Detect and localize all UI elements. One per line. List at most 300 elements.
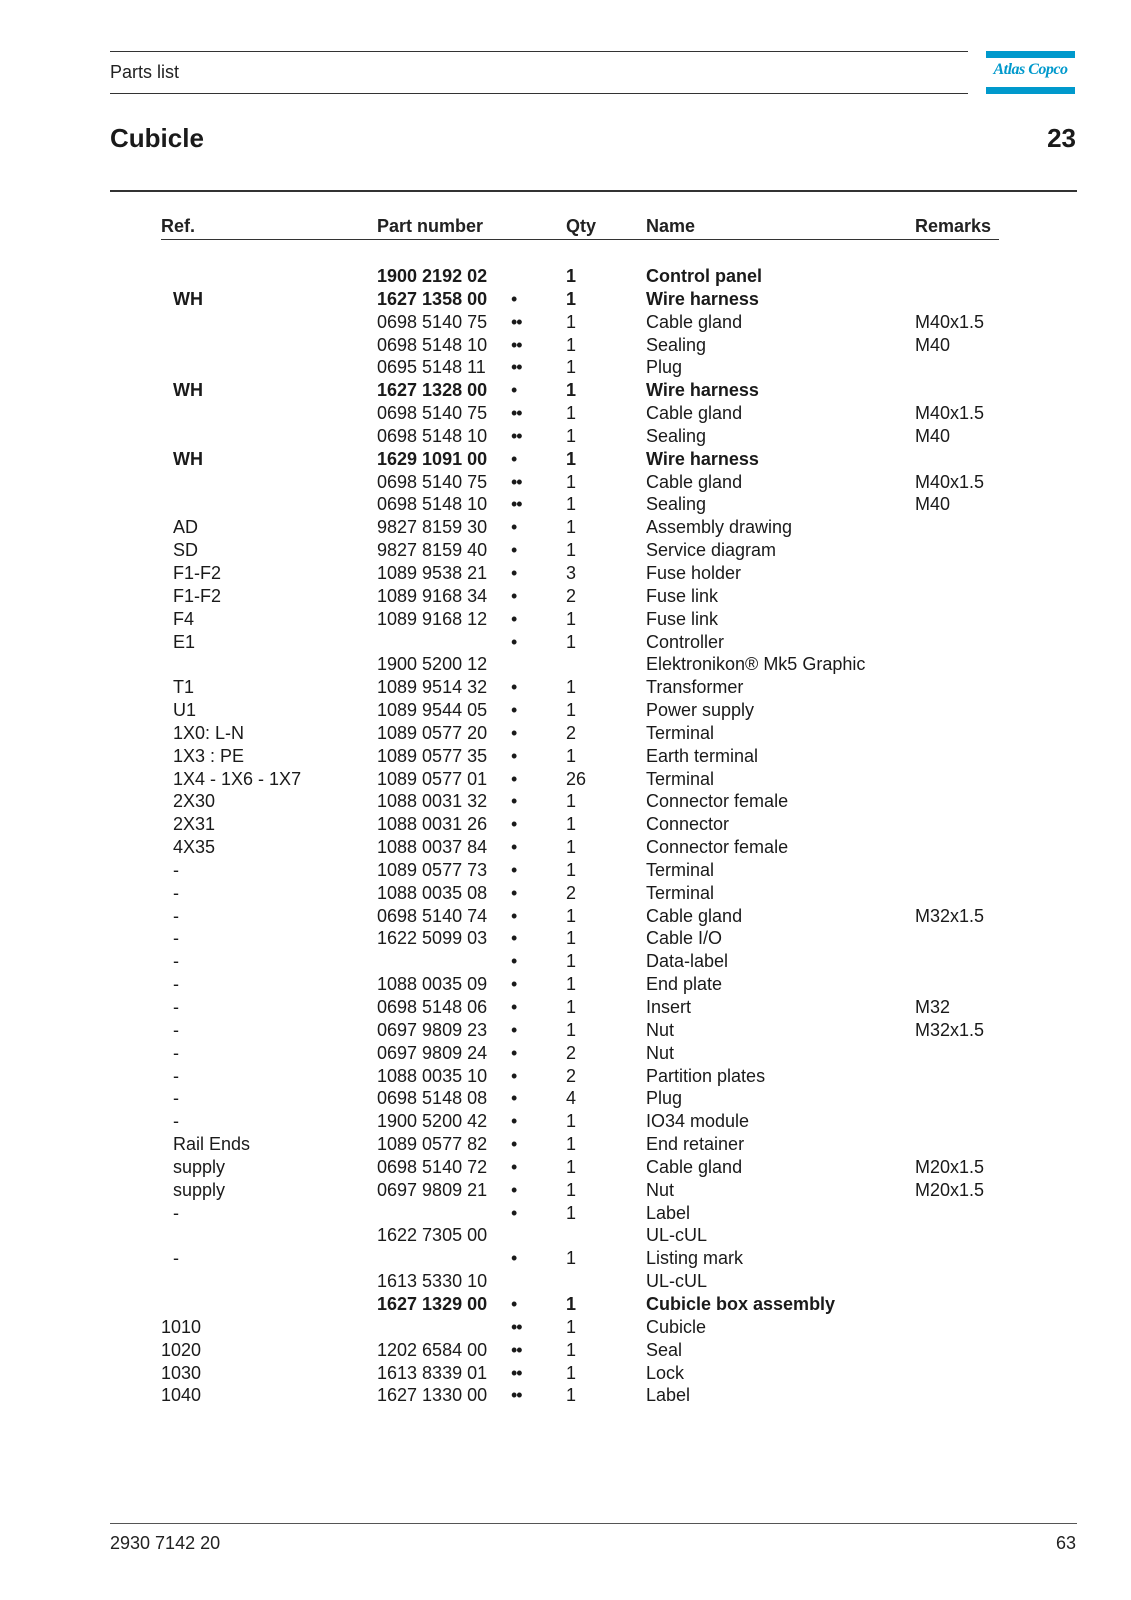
name-cell: Partition plates [646,1065,766,1086]
part-number-cell: 1089 0577 01 [377,768,488,789]
level-indicator: •• [511,311,522,332]
level-indicator: •• [511,1385,522,1406]
table-row [0,836,1131,859]
qty-cell: 1 [566,745,577,766]
name-cell: IO34 module [646,1111,750,1132]
part-number-cell: 1622 7305 00 [377,1225,488,1246]
table-row [0,768,1131,791]
name-cell: Wire harness [646,288,759,309]
level-indicator: • [511,837,517,858]
level-indicator: • [511,997,517,1017]
qty-cell: 1 [566,951,577,972]
column-header-rule [161,239,999,240]
remarks-cell: M40x1.5 [915,311,985,332]
part-number-cell: 1627 1329 00 [377,1293,488,1314]
qty-cell: 1 [566,631,577,652]
part-number-cell: 1622 5099 03 [377,928,488,949]
part-number-cell: 0698 5140 74 [377,905,488,926]
table-row [0,402,1131,425]
name-cell: Label [646,1385,691,1406]
qty-cell: 26 [566,768,587,789]
qty-cell: 1 [566,1202,577,1223]
name-cell: Power supply [646,700,755,721]
ref-cell: 1X0: L-N [173,722,245,743]
part-number-cell: 1089 9538 21 [377,562,488,583]
name-cell: Data-label [646,951,729,972]
qty-cell: 1 [566,928,577,949]
qty-cell: 1 [566,1316,577,1337]
qty-cell: 1 [566,1385,577,1406]
level-indicator: • [511,722,517,743]
name-cell: Lock [646,1362,685,1383]
part-number-cell: 0698 5140 72 [377,1156,488,1177]
qty-cell: 1 [566,311,577,332]
footer-rule [110,1523,1077,1524]
name-cell: Fuse holder [646,562,742,583]
level-indicator: • [511,951,517,972]
level-indicator: •• [511,403,522,424]
table-row [0,539,1131,562]
ref-cell: 1020 [161,1339,202,1360]
part-number-cell: 1900 5200 42 [377,1111,488,1132]
remarks-cell: M32x1.5 [915,905,985,926]
qty-cell: 1 [566,608,577,629]
qty-cell: 3 [566,562,577,583]
part-number-cell: 1088 0031 32 [377,791,488,812]
qty-cell: 1 [566,494,577,515]
ref-cell: 1040 [161,1385,202,1406]
table-row [0,471,1131,494]
part-number-cell: 1613 8339 01 [377,1362,488,1383]
name-cell: Terminal [646,859,715,880]
table-row [0,1362,1131,1385]
table-row [0,265,1131,288]
table-row [0,493,1131,516]
table-row [0,813,1131,836]
level-indicator: •• [511,471,522,492]
part-number-cell: 9827 8159 30 [377,517,488,538]
name-cell: Wire harness [646,448,759,469]
table-row [0,1087,1131,1110]
part-number-cell: 9827 8159 40 [377,540,488,561]
level-indicator: • [511,562,517,583]
part-number-cell: 1627 1328 00 [377,380,488,401]
qty-cell: 2 [566,585,577,606]
qty-cell: 1 [566,974,577,995]
table-row [0,608,1131,631]
table-row [0,356,1131,379]
ref-cell: supply [173,1156,226,1177]
header-rule-bottom [110,93,968,94]
remarks-cell: M32 [915,997,951,1017]
remarks-cell: M40 [915,334,951,355]
ref-cell: U1 [173,700,197,721]
level-indicator: • [511,974,517,995]
qty-cell: 2 [566,1065,577,1086]
header-section-label: Parts list [110,62,180,82]
qty-cell: 1 [566,1111,577,1132]
name-cell: Cubicle box assembly [646,1293,836,1314]
name-cell: Cable gland [646,905,743,926]
qty-cell: 1 [566,540,577,561]
part-number-cell: 1629 1091 00 [377,448,488,469]
ref-cell: - [173,905,179,926]
qty-cell: 1 [566,471,577,492]
qty-cell: 1 [566,1293,577,1314]
column-header-ref: Ref. [161,216,196,236]
level-indicator: • [511,768,517,789]
qty-cell: 1 [566,905,577,926]
ref-cell: - [173,1248,179,1269]
name-cell: Cable gland [646,403,743,424]
column-header-part-number: Part number [377,216,484,236]
name-cell: UL-cUL [646,1225,708,1246]
document-number: 2930 7142 20 [110,1533,221,1553]
level-indicator: • [511,1042,517,1063]
level-indicator: • [511,380,517,401]
qty-cell: 1 [566,1362,577,1383]
table-row [0,699,1131,722]
ref-cell: - [173,1019,179,1040]
qty-cell: 1 [566,859,577,880]
level-indicator: • [511,1156,517,1177]
qty-cell: 1 [566,403,577,424]
qty-cell: 1 [566,1156,577,1177]
part-number-cell: 1089 0577 73 [377,859,488,880]
part-number-cell: 1089 0577 35 [377,745,488,766]
table-row [0,334,1131,357]
name-cell: Fuse link [646,608,719,629]
name-cell: Nut [646,1019,675,1040]
name-cell: Wire harness [646,380,759,401]
qty-cell: 1 [566,517,577,538]
remarks-cell: M20x1.5 [915,1156,985,1177]
parts-table [0,265,1131,1407]
remarks-cell: M40 [915,425,951,446]
qty-cell: 4 [566,1088,577,1109]
level-indicator: •• [511,1362,522,1383]
column-header-remarks: Remarks [915,216,992,236]
ref-cell: WH [173,288,203,309]
level-indicator: • [511,540,517,561]
qty-cell: 1 [566,1248,577,1269]
table-row [0,676,1131,699]
table-row [0,516,1131,539]
ref-cell: - [173,951,179,972]
part-number-cell: 1089 0577 20 [377,722,488,743]
table-row [0,1179,1131,1202]
part-number-cell: 0695 5148 11 [377,357,486,378]
part-number-cell: 1088 0035 10 [377,1065,488,1086]
ref-cell: F1-F2 [173,562,222,583]
part-number-cell: 0698 5140 75 [377,403,488,424]
part-number-cell: 1088 0035 08 [377,882,488,903]
table-row [0,448,1131,471]
table-row [0,859,1131,882]
table-row [0,927,1131,950]
name-cell: Cable gland [646,311,743,332]
qty-cell: 1 [566,677,577,698]
ref-cell: 1010 [161,1316,202,1337]
name-cell: Cable I/O [646,928,723,949]
table-row [0,653,1131,676]
ref-cell: - [173,928,179,949]
ref-cell: 4X35 [173,837,216,858]
name-cell: Plug [646,1088,683,1109]
table-row [0,790,1131,813]
level-indicator: • [511,677,517,698]
level-indicator: • [511,791,517,812]
part-number-cell: 1627 1358 00 [377,288,488,309]
part-number-cell: 0697 9809 21 [377,1179,488,1200]
level-indicator: •• [511,1339,522,1360]
table-row [0,1316,1131,1339]
part-number-cell: 1089 9168 34 [377,585,488,606]
level-indicator: • [511,700,517,721]
ref-cell: 1X3 : PE [173,745,245,766]
name-cell: Cable gland [646,471,743,492]
qty-cell: 1 [566,266,577,286]
level-indicator: • [511,585,517,606]
qty-cell: 1 [566,700,577,721]
column-header-name: Name [646,216,696,236]
part-number-cell: 1627 1330 00 [377,1385,488,1406]
ref-cell: 1030 [161,1362,202,1383]
table-row [0,425,1131,448]
level-indicator: •• [511,494,522,515]
header-rule-top [110,51,968,52]
part-number-cell: 1088 0035 09 [377,974,488,995]
table-row [0,722,1131,745]
remarks-cell: M20x1.5 [915,1179,985,1200]
qty-cell: 1 [566,791,577,812]
table-row [0,1065,1131,1088]
name-cell: Sealing [646,425,707,446]
level-indicator: • [511,608,517,629]
level-indicator: • [511,1111,517,1132]
name-cell: Terminal [646,882,715,903]
part-number-cell: 0698 5148 10 [377,425,488,446]
table-row [0,585,1131,608]
ref-cell: - [173,882,179,903]
ref-cell: - [173,974,179,995]
ref-cell: supply [173,1179,226,1200]
part-number-cell: 0698 5148 06 [377,997,488,1017]
qty-cell: 1 [566,288,577,309]
name-cell: Label [646,1202,691,1223]
part-number-cell: 1900 5200 12 [377,654,488,675]
name-cell: Terminal [646,722,715,743]
name-cell: Elektronikon® Mk5 Graphic [646,654,866,675]
column-header-qty: Qty [566,216,597,236]
ref-cell: T1 [173,677,195,698]
table-row [0,882,1131,905]
level-indicator: • [511,745,517,766]
table-row [0,1110,1131,1133]
qty-cell: 2 [566,1042,577,1063]
name-cell: End retainer [646,1134,745,1155]
level-indicator: •• [511,334,522,355]
part-number-cell: 1900 2192 02 [377,266,488,286]
name-cell: Connector female [646,837,789,858]
table-row [0,1042,1131,1065]
name-cell: Seal [646,1339,683,1360]
table-row [0,745,1131,768]
ref-cell: SD [173,540,199,561]
ref-cell: 2X30 [173,791,216,812]
part-number-cell: 1088 0031 26 [377,814,488,835]
qty-cell: 1 [566,425,577,446]
table-row [0,1270,1131,1293]
level-indicator: • [511,1088,517,1109]
ref-cell: F1-F2 [173,585,222,606]
level-indicator: • [511,928,517,949]
level-indicator: • [511,1179,517,1200]
part-number-cell: 1202 6584 00 [377,1339,488,1360]
level-indicator: • [511,1202,517,1223]
part-number-cell: 0697 9809 23 [377,1019,488,1040]
qty-cell: 2 [566,882,577,903]
table-row [0,1133,1131,1156]
title-rule [110,190,1077,192]
remarks-cell: M32x1.5 [915,1019,985,1040]
qty-cell: 1 [566,997,577,1017]
ref-cell: - [173,859,179,880]
table-row [0,311,1131,334]
level-indicator: •• [511,425,522,446]
ref-cell: AD [173,517,199,538]
level-indicator: • [511,1293,517,1314]
name-cell: Connector [646,814,730,835]
name-cell: Insert [646,997,692,1017]
level-indicator: •• [511,1316,522,1337]
name-cell: Assembly drawing [646,517,793,538]
qty-cell: 1 [566,1179,577,1200]
atlas-copco-logo [986,51,1075,94]
table-row [0,1156,1131,1179]
part-number-cell: 0698 5148 08 [377,1088,488,1109]
part-number-cell: 1613 5330 10 [377,1271,488,1292]
level-indicator: • [511,905,517,926]
table-row [0,1293,1131,1316]
level-indicator: • [511,814,517,835]
name-cell: End plate [646,974,723,995]
level-indicator: • [511,631,517,652]
level-indicator: • [511,1019,517,1040]
ref-cell: WH [173,448,203,469]
table-row [0,1247,1131,1270]
ref-cell: - [173,1088,179,1109]
level-indicator: • [511,882,517,903]
table-row [0,1339,1131,1362]
qty-cell: 1 [566,814,577,835]
name-cell: Listing mark [646,1248,744,1269]
level-indicator: • [511,1065,517,1086]
name-cell: UL-cUL [646,1271,708,1292]
remarks-cell: M40x1.5 [915,403,985,424]
ref-cell: - [173,1042,179,1063]
qty-cell: 2 [566,722,577,743]
remarks-cell: M40x1.5 [915,471,985,492]
name-cell: Nut [646,1179,675,1200]
ref-cell: E1 [173,631,196,652]
qty-cell: 1 [566,357,577,378]
qty-cell: 1 [566,837,577,858]
qty-cell: 1 [566,1339,577,1360]
name-cell: Service diagram [646,540,777,561]
name-cell: Earth terminal [646,745,759,766]
name-cell: Controller [646,631,725,652]
level-indicator: •• [511,357,522,378]
ref-cell: Rail Ends [173,1134,251,1155]
table-row [0,950,1131,973]
level-indicator: • [511,448,517,469]
level-indicator: • [511,1134,517,1155]
part-number-cell: 0698 5148 10 [377,334,488,355]
name-cell: Cubicle [646,1316,707,1337]
qty-cell: 1 [566,1134,577,1155]
ref-cell: - [173,1202,179,1223]
page-number: 63 [1055,1533,1076,1553]
table-row [0,288,1131,311]
level-indicator: • [511,859,517,880]
level-indicator: • [511,1248,517,1269]
ref-cell: - [173,1111,179,1132]
name-cell: Plug [646,357,683,378]
logo-wordmark: Atlas Copco [993,61,1068,78]
ref-cell: 2X31 [173,814,216,835]
name-cell: Control panel [646,266,762,286]
name-cell: Sealing [646,334,707,355]
ref-cell: WH [173,380,203,401]
ref-cell: - [173,1065,179,1086]
part-number-cell: 0698 5140 75 [377,471,488,492]
part-number-cell: 0697 9809 24 [377,1042,488,1063]
part-number-cell: 1088 0037 84 [377,837,488,858]
qty-cell: 1 [566,448,577,469]
name-cell: Cable gland [646,1156,743,1177]
qty-cell: 1 [566,334,577,355]
table-row [0,1019,1131,1042]
name-cell: Connector female [646,791,789,812]
part-number-cell: 0698 5148 10 [377,494,488,515]
table-row [0,1202,1131,1225]
qty-cell: 1 [566,380,577,401]
table-row [0,562,1131,585]
qty-cell: 1 [566,1019,577,1040]
table-row [0,973,1131,996]
name-cell: Fuse link [646,585,719,606]
level-indicator: • [511,288,517,309]
name-cell: Terminal [646,768,715,789]
part-number-cell: 1089 0577 82 [377,1134,488,1155]
ref-cell: F4 [173,608,195,629]
ref-cell: 1X4 - 1X6 - 1X7 [173,768,302,789]
table-row [0,379,1131,402]
table-row [0,1224,1131,1247]
table-row [0,631,1131,654]
table-row [0,905,1131,928]
ref-cell: - [173,997,179,1017]
table-row [0,996,1131,1019]
name-cell: Nut [646,1042,675,1063]
table-row [0,1384,1131,1407]
name-cell: Sealing [646,494,707,515]
part-number-cell: 1089 9514 32 [377,677,488,698]
name-cell: Transformer [646,677,744,698]
part-number-cell: 1089 9544 05 [377,700,488,721]
level-indicator: • [511,517,517,538]
